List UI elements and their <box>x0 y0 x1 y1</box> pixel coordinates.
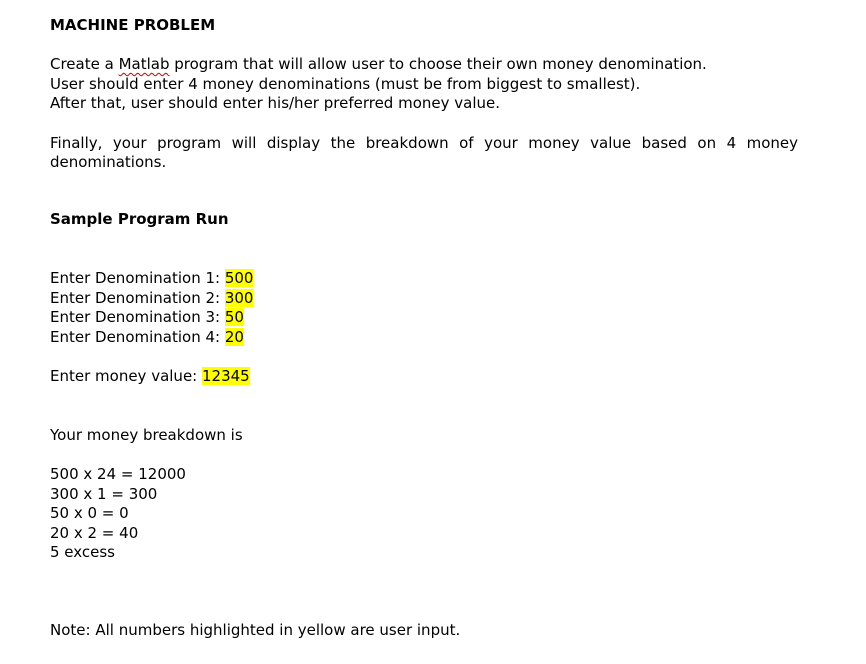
spacer <box>50 230 798 269</box>
user-input-value: 50 <box>224 308 244 327</box>
spellcheck-flagged-word: Matlab <box>118 55 170 74</box>
user-input-value: 300 <box>224 288 254 307</box>
breakdown-line: 20 x 2 = 40 <box>50 523 139 542</box>
finally-paragraph: Finally, your program will display the breakdown of your money value based on 4 money denominations. <box>50 133 798 172</box>
spacer <box>50 348 798 368</box>
spacer <box>50 563 798 621</box>
denomination-prompt-4 <box>50 328 798 348</box>
breakdown-line: 50 x 0 = 0 <box>50 504 129 523</box>
spacer <box>50 387 798 426</box>
denomination-label: Enter Denomination 3: <box>50 308 225 327</box>
denomination-prompt-1 <box>50 269 798 289</box>
spacer <box>50 114 798 134</box>
document-page <box>50 16 798 641</box>
sample-run-heading: Sample Program Run <box>50 210 229 229</box>
intro-line-3: After that, user should enter his/her preferred money value. <box>50 94 500 113</box>
breakdown-line: 300 x 1 = 300 <box>50 484 158 503</box>
denomination-label: Enter Denomination 2: <box>50 288 225 307</box>
money-value-prompt <box>50 367 798 387</box>
document-title: MACHINE PROBLEM <box>50 16 216 34</box>
intro-line-1-end: program that will allow user to choose their own money denomination. <box>169 55 707 74</box>
denomination-prompt-3 <box>50 308 798 328</box>
footnote: Note: All numbers highlighted in yellow are user input. <box>50 621 461 640</box>
money-value-label: Enter money value: <box>50 367 202 386</box>
breakdown-line: 5 excess <box>50 543 115 562</box>
denomination-label: Enter Denomination 4: <box>50 327 225 346</box>
user-input-value: 12345 <box>202 367 250 386</box>
spacer <box>50 173 798 193</box>
intro-line-2: User should enter 4 money denominations (must be from biggest to smallest). <box>50 74 641 93</box>
breakdown-line: 500 x 24 = 12000 <box>50 465 186 484</box>
spacer <box>50 36 798 56</box>
spacer <box>50 445 798 465</box>
breakdown-title: Your money breakdown is <box>50 425 243 444</box>
denomination-label: Enter Denomination 1: <box>50 269 225 288</box>
denomination-prompt-2 <box>50 289 798 309</box>
user-input-value: 20 <box>224 327 244 346</box>
user-input-value: 500 <box>224 269 254 288</box>
intro-line-1 <box>50 55 798 75</box>
intro-line-1-start: Create a <box>50 55 119 74</box>
